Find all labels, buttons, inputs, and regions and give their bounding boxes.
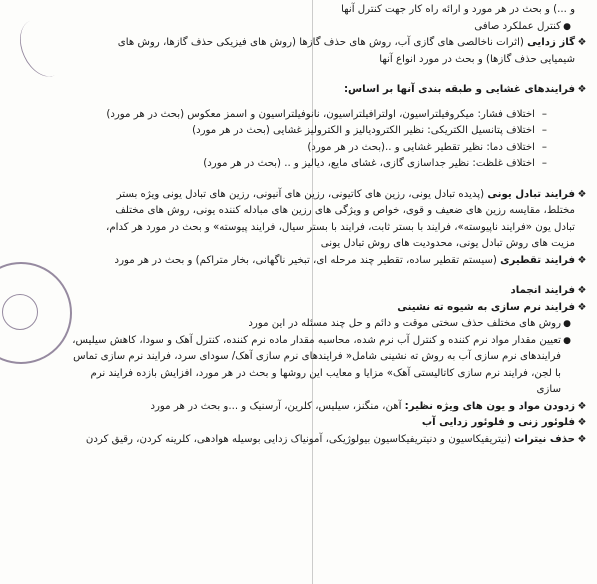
text-line: شیمیایی حذف گازها) و بحث در مورد انواع آنها — [379, 53, 575, 65]
bullet-item: ●کنترل عملکرد صافی — [14, 19, 589, 36]
star-item: ❖فرایند تبادل یونی (پدیده تبادل یونی، رزین های کاتیونی، رزین های آنیونی، رزین های تبادل یونی ویژه بستر — [14, 187, 589, 204]
star-item: ❖حذف نیترات (نیتریفیکاسیون و دنیتریفیکاسیون بیولوژیکی، آمونیاک زدایی بوسیله هوادهی، کلرینه کردن، رقیق کردن — [14, 432, 589, 449]
text-line: مزیت های روش تبادل یونی، محدودیت های روش تبادل یونی — [320, 238, 575, 249]
star-item: ❖گاز زدایی (اثرات ناخالصی های گازی آب، روش های حذف گازها (روش های فیزیکی حذف گازها، روش های — [14, 35, 589, 52]
section-heading: ❖فرایندهای غشایی و طبقه بندی آنها بر اساس: — [14, 82, 589, 99]
star-item: ❖زدودن مواد و یون های ویژه نظیر: آهن، منگنز، سیلیس، کلرین، آرسنیک و ...و بحث در هر مورد — [14, 399, 589, 416]
star-bullet-icon: ❖ — [577, 417, 587, 428]
bullet-dot-icon: ● — [563, 21, 571, 32]
bullet-dot-icon: ● — [563, 319, 571, 329]
star-bullet-icon: ❖ — [577, 188, 587, 200]
star-bullet-icon: ❖ — [577, 254, 587, 266]
bullet-dot-icon: ● — [563, 335, 571, 346]
star-bullet-icon: ❖ — [577, 37, 587, 48]
dash-item: –اختلاف غلظت: نظیر جداسازی گازی، غشای مایع، دیالیز و .. (بحث در هر مورد) — [203, 158, 547, 169]
text-line: سازی — [536, 384, 561, 395]
star-bullet-icon: ❖ — [577, 400, 587, 412]
bullet-item: ●تعیین مقدار مواد نرم کننده و کنترل آب نرم شده، محاسبه مقدار ماده نرم کننده، کنترل آهک و سودا، کاهش سیلیس، — [14, 333, 589, 350]
bullet-item: ●روش های مختلف حذف سختی موقت و دائم و حل چند مسئله در این مورد — [14, 316, 589, 333]
dash-item: –اختلاف دما: نظیر تقطیر غشایی و ..(بحث در هر مورد) — [307, 141, 547, 153]
star-bullet-icon: ❖ — [577, 84, 587, 95]
dash-item: –اختلاف فشار: میکروفیلتراسیون، اولترافیلتراسیون، نانوفیلتراسیون و اسمز معکوس (بحث در هر مورد) — [106, 108, 547, 120]
star-bullet-icon: ❖ — [577, 301, 587, 313]
text-line: با لجن، فرایند نرم سازی کاتالیستی آهک» مزایا و معایب این روشها و بحث در هر مورد، افزایش بازده فرایند نرم — [90, 367, 561, 379]
star-item: ❖فرایند نرم سازی به شیوه ته نشینی — [14, 300, 589, 317]
text-line: و ...) و بحث در هر مورد و ارائه راه کار جهت کنترل آنها — [341, 4, 575, 15]
star-bullet-icon: ❖ — [577, 285, 587, 296]
scan-fold-line — [312, 0, 313, 584]
star-bullet-icon: ❖ — [577, 433, 587, 445]
text-line: تبادل یون «فرایند ناپیوسته»، فرایند با بستر ثابت، فرایند با بستر سیال، فرایند پیوسته» و بحث در مورد هر کدام، — [106, 221, 575, 233]
text-line: فرایندهای نرم سازی آب به روش ته نشینی شامل« فرایندهای نرم سازی آهک/ سودای سرد، فرایند نرم سازی تماس — [73, 351, 561, 362]
star-item: ❖فرایند انجماد — [14, 283, 589, 300]
dash-item: –اختلاف پتانسیل الکتریکی: نظیر الکترودیالیز و الکترولیز غشایی (بحث در هر مورد) — [192, 125, 547, 136]
star-item: ❖فلوئور زنی و فلوئور زدایی آب — [14, 415, 589, 432]
star-item: ❖فرایند تقطیری (سیستم تقطیر ساده، تقطیر چند مرحله ای، تبخیر ناگهانی، بخار متراکم) و بحث در هر مورد — [14, 253, 589, 270]
text-line: مختلط، مقایسه رزین های ضعیف و قوی، خواص و ویژگی های رزین های مبادله کننده یونی، روش های مختلف — [115, 205, 575, 216]
